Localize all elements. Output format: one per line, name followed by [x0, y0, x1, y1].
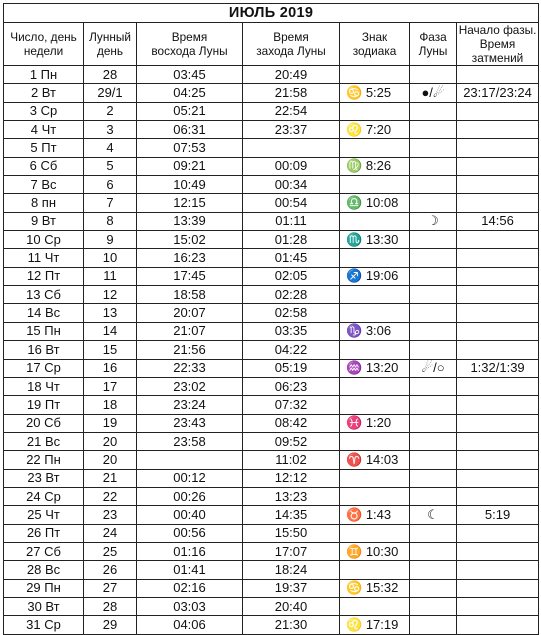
cell-lunar-day: 18: [84, 396, 137, 414]
cell-moonrise: 13:39: [137, 212, 243, 230]
table-row: [4, 341, 539, 359]
cell-moonrise: 21:56: [137, 341, 243, 359]
cell-phase-start: 23:17/23:24: [457, 84, 539, 102]
cell-moonset: [243, 139, 340, 157]
cell-lunar-day: 5: [84, 157, 137, 175]
cell-phase-start: [457, 194, 539, 212]
cell-phase: [410, 542, 457, 560]
cell-moonset: 01:28: [243, 231, 340, 249]
cell-moonset: 13:23: [243, 487, 340, 505]
zodiac-sign-icon: ♋: [346, 85, 363, 101]
cell-zodiac: [340, 542, 410, 560]
zodiac-time: 3:06: [365, 323, 392, 339]
cell-day: 7 Вс: [4, 176, 84, 194]
table-row: [4, 487, 539, 505]
cell-day: 11 Чт: [4, 249, 84, 267]
cell-zodiac: [340, 322, 410, 340]
cell-lunar-day: 14: [84, 322, 137, 340]
cell-day: 15 Пн: [4, 322, 84, 340]
zodiac-time: 10:30: [365, 543, 399, 559]
zodiac-time: 8:26: [365, 158, 392, 174]
cell-moonset: 14:35: [243, 506, 340, 524]
table-row: [4, 304, 539, 322]
cell-phase-start: [457, 341, 539, 359]
table-row: [4, 157, 539, 175]
cell-moonrise: 01:16: [137, 542, 243, 560]
cell-moonrise: 21:07: [137, 322, 243, 340]
cell-day: 1 Пн: [4, 66, 84, 84]
cell-phase-start: [457, 286, 539, 304]
cell-zodiac: [340, 102, 410, 120]
table-row: [4, 579, 539, 597]
cell-day: 28 Вс: [4, 561, 84, 579]
table-row: [4, 286, 539, 304]
cell-phase: [410, 487, 457, 505]
cell-lunar-day: 19: [84, 414, 137, 432]
cell-zodiac: [340, 414, 410, 432]
cell-lunar-day: 29: [84, 616, 137, 634]
cell-day: 5 Пт: [4, 139, 84, 157]
cell-moonrise: 23:24: [137, 396, 243, 414]
cell-moonset: 00:34: [243, 176, 340, 194]
cell-phase-start: [457, 432, 539, 450]
cell-moonrise: 03:03: [137, 597, 243, 615]
cell-day: 24 Ср: [4, 487, 84, 505]
header-phase: Фаза Луны: [410, 23, 457, 66]
cell-lunar-day: 3: [84, 121, 137, 139]
cell-phase-start: [457, 157, 539, 175]
cell-day: 26 Пт: [4, 524, 84, 542]
table-row: [4, 414, 539, 432]
table-row: [4, 267, 539, 285]
cell-phase-start: [457, 414, 539, 432]
cell-phase: [410, 194, 457, 212]
cell-moonrise: 09:21: [137, 157, 243, 175]
zodiac-time: 17:19: [365, 616, 399, 632]
cell-day: 16 Вт: [4, 341, 84, 359]
cell-phase-start: [457, 377, 539, 395]
cell-moonset: 22:54: [243, 102, 340, 120]
lunar-calendar: [3, 3, 538, 635]
table-row: [4, 432, 539, 450]
cell-phase-start: [457, 487, 539, 505]
cell-phase-start: [457, 102, 539, 120]
zodiac-sign-icon: ♊: [346, 543, 363, 559]
cell-lunar-day: 13: [84, 304, 137, 322]
header-moonrise: Время восхода Луны: [137, 23, 243, 66]
cell-day: 29 Пн: [4, 579, 84, 597]
cell-phase: [410, 139, 457, 157]
cell-lunar-day: 9: [84, 231, 137, 249]
table-row: [4, 139, 539, 157]
cell-phase-start: [457, 561, 539, 579]
table-row: [4, 231, 539, 249]
zodiac-sign-icon: ♓: [346, 415, 363, 431]
cell-zodiac: [340, 157, 410, 175]
cell-phase: [410, 451, 457, 469]
cell-lunar-day: 15: [84, 341, 137, 359]
zodiac-sign-icon: ♎: [346, 195, 363, 211]
cell-moonset: 21:58: [243, 84, 340, 102]
cell-moonrise: 23:58: [137, 432, 243, 450]
cell-day: 30 Вт: [4, 597, 84, 615]
table-title: ИЮЛЬ 2019: [4, 4, 539, 23]
cell-lunar-day: 21: [84, 469, 137, 487]
cell-day: 17 Ср: [4, 359, 84, 377]
cell-zodiac: [340, 121, 410, 139]
cell-phase-start: [457, 579, 539, 597]
table-row: [4, 322, 539, 340]
zodiac-time: 13:20: [365, 360, 399, 376]
cell-zodiac: [340, 139, 410, 157]
cell-phase: ☄/○: [410, 359, 457, 377]
zodiac-sign-icon: ♈: [346, 451, 363, 467]
cell-lunar-day: 2: [84, 102, 137, 120]
header-zodiac: Знак зодиака: [340, 23, 410, 66]
table-row: [4, 212, 539, 230]
cell-phase: [410, 322, 457, 340]
cell-lunar-day: 20: [84, 432, 137, 450]
cell-moonrise: 20:07: [137, 304, 243, 322]
cell-phase-start: 5:19: [457, 506, 539, 524]
zodiac-sign-icon: ♒: [346, 360, 363, 376]
cell-moonset: 02:28: [243, 286, 340, 304]
table-row: [4, 451, 539, 469]
cell-phase: [410, 432, 457, 450]
zodiac-time: 10:08: [365, 195, 399, 211]
cell-moonset: 15:50: [243, 524, 340, 542]
cell-lunar-day: 26: [84, 561, 137, 579]
cell-zodiac: [340, 487, 410, 505]
zodiac-sign-icon: ♍: [346, 158, 363, 174]
zodiac-time: 7:20: [365, 121, 392, 137]
cell-moonrise: 12:15: [137, 194, 243, 212]
cell-zodiac: [340, 231, 410, 249]
cell-moonset: 21:30: [243, 616, 340, 634]
cell-phase: [410, 176, 457, 194]
cell-lunar-day: 12: [84, 286, 137, 304]
cell-moonrise: 16:23: [137, 249, 243, 267]
cell-zodiac: [340, 561, 410, 579]
table-row: [4, 176, 539, 194]
cell-moonrise: 00:26: [137, 487, 243, 505]
cell-zodiac: [340, 359, 410, 377]
cell-moonrise: 10:49: [137, 176, 243, 194]
cell-phase: [410, 267, 457, 285]
cell-lunar-day: 27: [84, 579, 137, 597]
table-row: [4, 506, 539, 524]
cell-day: 10 Ср: [4, 231, 84, 249]
cell-moonrise: 23:02: [137, 377, 243, 395]
cell-phase-start: [457, 176, 539, 194]
cell-day: 19 Пт: [4, 396, 84, 414]
cell-moonset: 12:12: [243, 469, 340, 487]
cell-zodiac: [340, 212, 410, 230]
cell-lunar-day: 28: [84, 597, 137, 615]
cell-phase: [410, 396, 457, 414]
cell-phase: [410, 377, 457, 395]
cell-phase-start: [457, 249, 539, 267]
cell-phase-start: 14:56: [457, 212, 539, 230]
cell-phase-start: [457, 304, 539, 322]
cell-moonset: 01:45: [243, 249, 340, 267]
cell-moonset: 05:19: [243, 359, 340, 377]
lunar-calendar-table: [3, 3, 539, 635]
cell-moonrise: 01:41: [137, 561, 243, 579]
cell-moonset: 04:22: [243, 341, 340, 359]
cell-phase: [410, 231, 457, 249]
cell-phase: [410, 341, 457, 359]
cell-lunar-day: 24: [84, 524, 137, 542]
cell-moonset: 20:40: [243, 597, 340, 615]
cell-moonrise: 17:45: [137, 267, 243, 285]
cell-moonrise: 22:33: [137, 359, 243, 377]
cell-moonset: 03:35: [243, 322, 340, 340]
cell-moonrise: 02:16: [137, 579, 243, 597]
cell-phase-start: [457, 267, 539, 285]
cell-phase: ☽: [410, 212, 457, 230]
table-row: [4, 524, 539, 542]
cell-phase-start: [457, 542, 539, 560]
header-moonset: Время захода Луны: [243, 23, 340, 66]
cell-day: 25 Чт: [4, 506, 84, 524]
cell-zodiac: [340, 341, 410, 359]
cell-phase-start: [457, 451, 539, 469]
cell-phase-start: [457, 231, 539, 249]
cell-zodiac: [340, 432, 410, 450]
table-row: [4, 84, 539, 102]
cell-moonset: 20:49: [243, 66, 340, 84]
cell-zodiac: [340, 249, 410, 267]
cell-day: 27 Сб: [4, 542, 84, 560]
cell-lunar-day: 23: [84, 506, 137, 524]
cell-moonset: 07:32: [243, 396, 340, 414]
cell-lunar-day: 25: [84, 542, 137, 560]
cell-day: 18 Чт: [4, 377, 84, 395]
table-row: [4, 359, 539, 377]
cell-phase: [410, 304, 457, 322]
cell-day: 20 Сб: [4, 414, 84, 432]
cell-day: 2 Вт: [4, 84, 84, 102]
cell-moonrise: 18:58: [137, 286, 243, 304]
cell-zodiac: [340, 451, 410, 469]
zodiac-sign-icon: ♑: [346, 323, 363, 339]
cell-phase: [410, 579, 457, 597]
zodiac-time: 15:32: [365, 580, 399, 596]
header-lunar-day: Лунный день: [84, 23, 137, 66]
header-row: [4, 23, 539, 66]
cell-zodiac: [340, 286, 410, 304]
cell-zodiac: [340, 194, 410, 212]
cell-moonset: 11:02: [243, 451, 340, 469]
zodiac-sign-icon: ♏: [346, 231, 363, 247]
zodiac-sign-icon: ♋: [346, 580, 363, 596]
cell-phase: [410, 524, 457, 542]
cell-moonrise: 04:06: [137, 616, 243, 634]
cell-moonrise: [137, 451, 243, 469]
cell-zodiac: [340, 66, 410, 84]
cell-day: 31 Ср: [4, 616, 84, 634]
cell-moonset: 08:42: [243, 414, 340, 432]
cell-phase-start: [457, 396, 539, 414]
zodiac-time: 1:43: [365, 506, 392, 522]
cell-phase: [410, 286, 457, 304]
cell-lunar-day: 7: [84, 194, 137, 212]
cell-phase: ☾: [410, 506, 457, 524]
cell-day: 14 Вс: [4, 304, 84, 322]
table-row: [4, 561, 539, 579]
cell-lunar-day: 17: [84, 377, 137, 395]
cell-phase-start: [457, 469, 539, 487]
cell-moonrise: 15:02: [137, 231, 243, 249]
cell-phase: ●/☄: [410, 84, 457, 102]
header-day: Число, день недели: [4, 23, 84, 66]
table-row: [4, 469, 539, 487]
zodiac-sign-icon: ♌: [346, 616, 363, 632]
cell-phase-start: [457, 121, 539, 139]
zodiac-sign-icon: ♐: [346, 268, 363, 284]
table-row: [4, 396, 539, 414]
cell-moonset: 19:37: [243, 579, 340, 597]
cell-lunar-day: 29/1: [84, 84, 137, 102]
cell-moonset: 18:24: [243, 561, 340, 579]
cell-day: 12 Пт: [4, 267, 84, 285]
cell-phase: [410, 157, 457, 175]
cell-moonset: 00:09: [243, 157, 340, 175]
cell-day: 6 Сб: [4, 157, 84, 175]
cell-lunar-day: 16: [84, 359, 137, 377]
cell-moonrise: 07:53: [137, 139, 243, 157]
table-row: [4, 66, 539, 84]
cell-zodiac: [340, 524, 410, 542]
cell-moonrise: 00:56: [137, 524, 243, 542]
cell-zodiac: [340, 579, 410, 597]
cell-phase-start: 1:32/1:39: [457, 359, 539, 377]
table-row: [4, 377, 539, 395]
cell-zodiac: [340, 469, 410, 487]
cell-zodiac: [340, 506, 410, 524]
cell-zodiac: [340, 267, 410, 285]
zodiac-time: 19:06: [365, 268, 399, 284]
cell-zodiac: [340, 377, 410, 395]
cell-moonset: 02:05: [243, 267, 340, 285]
cell-zodiac: [340, 304, 410, 322]
cell-moonset: 02:58: [243, 304, 340, 322]
header-phase-start: Начало фазы. Время затмений: [457, 23, 539, 66]
cell-zodiac: [340, 597, 410, 615]
cell-moonrise: 03:45: [137, 66, 243, 84]
cell-phase: [410, 469, 457, 487]
cell-day: 22 Пн: [4, 451, 84, 469]
zodiac-sign-icon: ♌: [346, 121, 363, 137]
cell-lunar-day: 8: [84, 212, 137, 230]
cell-day: 13 Сб: [4, 286, 84, 304]
cell-phase: [410, 597, 457, 615]
zodiac-time: 5:25: [365, 85, 392, 101]
cell-zodiac: [340, 84, 410, 102]
cell-lunar-day: 11: [84, 267, 137, 285]
cell-phase-start: [457, 66, 539, 84]
table-row: [4, 249, 539, 267]
cell-lunar-day: 4: [84, 139, 137, 157]
table-row: [4, 102, 539, 120]
cell-moonset: 01:11: [243, 212, 340, 230]
cell-phase-start: [457, 524, 539, 542]
zodiac-time: 13:30: [365, 231, 399, 247]
cell-moonset: 09:52: [243, 432, 340, 450]
cell-moonrise: 04:25: [137, 84, 243, 102]
cell-day: 9 Вт: [4, 212, 84, 230]
cell-day: 8 пн: [4, 194, 84, 212]
cell-phase: [410, 121, 457, 139]
cell-lunar-day: 6: [84, 176, 137, 194]
cell-moonset: 17:07: [243, 542, 340, 560]
table-row: [4, 194, 539, 212]
cell-phase: [410, 414, 457, 432]
cell-phase: [410, 66, 457, 84]
cell-day: 23 Вт: [4, 469, 84, 487]
table-row: [4, 542, 539, 560]
cell-moonset: 06:23: [243, 377, 340, 395]
cell-lunar-day: 22: [84, 487, 137, 505]
cell-phase: [410, 249, 457, 267]
zodiac-time: 1:20: [365, 415, 392, 431]
cell-moonrise: 00:40: [137, 506, 243, 524]
cell-phase-start: [457, 597, 539, 615]
cell-moonset: 00:54: [243, 194, 340, 212]
zodiac-sign-icon: ♉: [346, 506, 363, 522]
table-row: [4, 597, 539, 615]
cell-lunar-day: 20: [84, 451, 137, 469]
cell-zodiac: [340, 396, 410, 414]
cell-day: 21 Вс: [4, 432, 84, 450]
zodiac-time: 14:03: [365, 451, 399, 467]
cell-phase: [410, 102, 457, 120]
cell-phase-start: [457, 322, 539, 340]
cell-lunar-day: 10: [84, 249, 137, 267]
cell-moonset: 23:37: [243, 121, 340, 139]
cell-moonrise: 23:43: [137, 414, 243, 432]
cell-moonrise: 05:21: [137, 102, 243, 120]
cell-phase: [410, 561, 457, 579]
cell-moonrise: 06:31: [137, 121, 243, 139]
table-row: [4, 121, 539, 139]
cell-day: 4 Чт: [4, 121, 84, 139]
cell-moonrise: 00:12: [137, 469, 243, 487]
cell-lunar-day: 28: [84, 66, 137, 84]
cell-zodiac: [340, 176, 410, 194]
cell-phase-start: [457, 139, 539, 157]
cell-day: 3 Ср: [4, 102, 84, 120]
